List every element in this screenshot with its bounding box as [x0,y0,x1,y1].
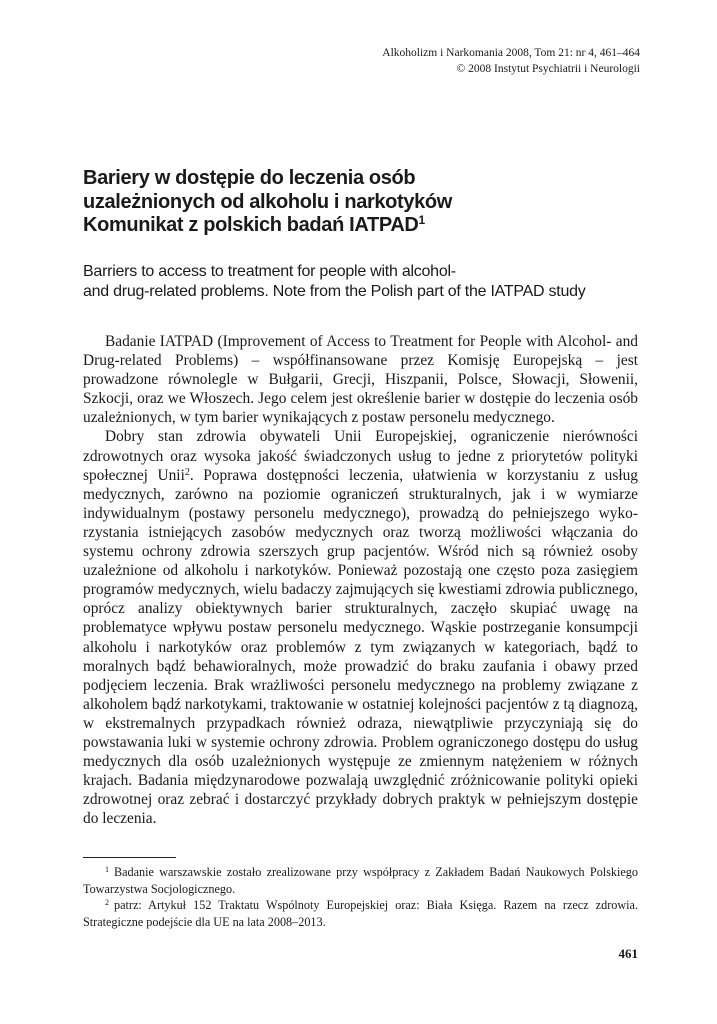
copyright-notice: © 2008 Instytut Psychiatrii i Neurologii [456,63,640,75]
article-title [83,167,643,238]
journal-citation: Alkoholizm i Narkomania 2008, Tom 21: nr 4, 461–464 [382,47,640,59]
title-line-3-text: Komunikat z polskich badań IATPAD [83,214,419,236]
page-number: 461 [618,946,638,961]
body-footnote-marker-2[interactable]: 2 [184,466,190,478]
title-line-2: uzależnionych od alkoholu i narkotyków [83,190,452,213]
english-title-line-1: Barriers to access to treatment for people with alcohol- [83,263,456,280]
footnote-2-marker: 2 [105,898,109,907]
footnote-2-text: patrz: Artykuł 152 Traktatu Wspólnoty Europejskiej oraz: Biała Księga. Razem na rzecz zdrowia. Strategiczne podejście dla UE na lata 2008–2013. [83,898,638,929]
footnote-2 [83,897,638,930]
article-body [83,332,638,828]
english-title-line-2: and drug-related problems. Note from the Polish part of the IATPAD study [83,283,586,300]
running-header [382,45,640,77]
title-line-1: Bariery w dostępie do leczenia osób [83,167,416,189]
english-title [83,262,663,302]
footnote-1 [83,864,638,897]
title-footnote-marker[interactable]: 1 [418,213,425,227]
body-paragraph-2 [83,427,638,828]
footnote-1-text: Badanie warszawskie zostało zrealizowane przy współpracy z Zakładem Badań Naukowych Polskiego Towarzystwa Socjologicznego. [83,865,638,896]
body-paragraph-2-part-2: . Poprawa dostępności leczenia, ułatwienia w korzystaniu z usług medycznych, zarówno na poziomie ograniczeń strukturalnych, jak i w wymiarze indywidualnym (postawy personelu medycznego), prowadzą do pełniejszego wykorzystania istniejących zasobów medycznych oraz tworzą możliwości włączania do systemu ochrony zdrowia szerszych grup pacjentów. Wśród nich są również osoby uzależnione od alkoholu i narkotyków. Ponieważ pozostają one często poza zasięgiem programów medycznych, wielu badaczy zajmujących się kwestiami zdrowia publicznego, oprócz analizy obiektywnych barier strukturalnych, zaczęło skupiać uwagę na problematyce wpływu postaw personelu medycznego. Wąskie postrzeganie konsumpcji alkoholu i narkotyków oraz problemów z tym związanych w kategoriach, bądź to moralnych bądź behawioralnych, może prowadzić do braku zaufania i obawy przed podjęciem leczenia. Brak wrażliwości personelu medycznego na problemy związane z alkoholem bądź narkotykami, traktowanie w ostatniej kolejności pacjentów z tą diagnozą, w ekstremalnych przypadkach również odraza, niewątpliwie przyczyniają się do powstawania luki w systemie ochrony zdrowia. Problem ograniczonego dostępu do usług medycznych dla osób uzależnionych występuje ze zmiennym natężeniem w różnych krajach. Badania międzynarodowe pozwalają uwzględnić zróżnicowanie polityki opieki zdrowotnej oraz zebrać i dostarczyć przykłady dobrych praktyk w pełniejszym dostępie do leczenia. [83,466,638,828]
footnote-1-marker: 1 [105,865,109,874]
body-paragraph-2-part-1: Dobry stan zdrowia obywateli Unii Europejskiej, ograniczenie nierówności zdrowotnych oraz wysoka jakość świadczonych usług to jedne z priorytetów polityki społecznej Unii [83,428,638,484]
body-paragraph-1: Badanie IATPAD (Improvement of Access to Treatment for People with Alcohol- and Drug-related Problems) – współfinansowane przez Komisję Europejską – jest prowadzone równolegle w Bułgarii, Grecji, Hiszpanii, Polsce, Słowacji, Słowenii, Szkocji, oraz we Włoszech. Jego celem jest określenie barier w dostępie do leczenia osób uzależnionych, w tym barier wynikających z postaw personelu medycznego. [83,333,638,427]
footnotes [83,864,638,930]
title-line-3 [83,214,643,238]
footnote-divider [83,857,176,858]
